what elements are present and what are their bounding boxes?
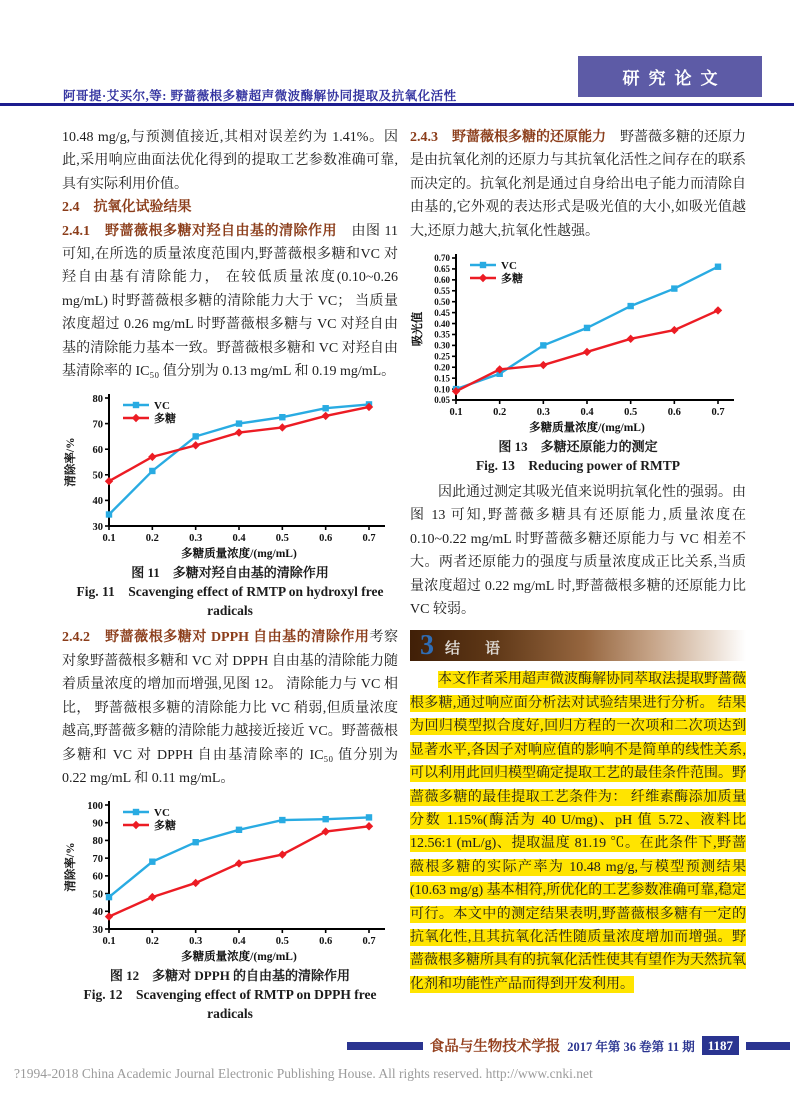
section-3-number: 3 <box>420 629 434 661</box>
page-number-badge: 1187 <box>702 1036 739 1055</box>
svg-text:40: 40 <box>92 907 103 919</box>
paragraph-reducing-power: 因此通过测定其吸光值来说明抗氧化性的强弱。由图 13 可知,野蔷薇多糖具有还原能力,质量浓度在 0.10~0.22 mg/mL 时野蔷薇多糖还原能力与 VC 相差不大。两者还原能力的强度与质量浓度成正比关系,当质量浓度超过 0.22 mg/mL 时,野蔷薇根多糖的还原能力比 VC 较弱。 <box>410 485 746 618</box>
svg-text:0.10: 0.10 <box>434 384 450 395</box>
svg-text:清除率/%: 清除率/% <box>65 842 77 892</box>
paragraph-2-4-2 <box>62 626 398 790</box>
svg-text:0.70: 0.70 <box>434 253 450 264</box>
svg-text:0.2: 0.2 <box>493 407 507 419</box>
svg-text:0.7: 0.7 <box>362 936 376 948</box>
svg-text:多糖质量浓度/(mg/mL): 多糖质量浓度/(mg/mL) <box>181 548 297 561</box>
svg-text:0.3: 0.3 <box>536 407 550 419</box>
svg-text:0.1: 0.1 <box>102 936 116 948</box>
svg-text:0.3: 0.3 <box>189 936 203 948</box>
svg-text:0.55: 0.55 <box>434 286 450 297</box>
svg-text:0.60: 0.60 <box>434 275 450 286</box>
svg-text:0.25: 0.25 <box>434 351 450 362</box>
svg-text:0.50: 0.50 <box>434 296 450 307</box>
svg-text:0.6: 0.6 <box>319 533 333 545</box>
svg-text:0.1: 0.1 <box>102 533 116 545</box>
paragraph-2-4-1-text: 由图 11 可知,在所选的质量浓度范围内,野蔷薇根多糖和VC 对羟自由基有清除能力， 在较低质量浓度(0.10~0.26 mg/mL) 时野蔷薇根多糖的清除能力大于 VC； 当质量浓度超过 0.26 mg/mL 时野蔷薇根多糖与 VC 对羟自由基的清除能力基本一致。野蔷薇根多糖和 VC 对羟自由基清除率的 IC₅₀ 值分别为 0.13 mg/mL 和 0.19 mg/mL。 <box>62 223 398 380</box>
svg-text:50: 50 <box>92 889 103 901</box>
footer-rule-left <box>347 1042 423 1050</box>
figure-13-caption-en: Fig. 13 Reducing power of RMTP <box>475 458 681 474</box>
section-heading-2-4-3: 2.4.3 野蔷薇根多糖的还原能力 <box>410 130 606 145</box>
right-column <box>410 126 746 1029</box>
svg-text:0.6: 0.6 <box>667 407 681 419</box>
svg-text:90: 90 <box>92 818 103 830</box>
svg-text:VC: VC <box>501 260 517 273</box>
article-type-label: 研究论文 <box>622 69 727 88</box>
paragraph-yield-result: 10.48 mg/g,与预测值接近,其相对误差约为 1.41%。因此,采用响应曲面法优化得到的提取工艺参数准确可靠,具有实际利用价值。 <box>62 130 398 192</box>
svg-text:0.4: 0.4 <box>232 533 246 545</box>
svg-text:70: 70 <box>92 854 103 866</box>
figure-12-line-chart <box>62 795 398 963</box>
copyright-line: ?1994-2018 China Academic Journal Electronic Publishing House. All rights reserved. http://www.cnki.net <box>14 1066 593 1081</box>
svg-text:0.05: 0.05 <box>434 395 450 406</box>
svg-text:0.45: 0.45 <box>434 307 450 318</box>
footer-rule-right <box>746 1042 790 1050</box>
figure-12-caption-zh: 图 12 多糖对 DPPH 的自由基的清除作用 <box>109 968 351 984</box>
svg-text:70: 70 <box>92 419 103 431</box>
svg-text:吸光值: 吸光值 <box>412 311 424 347</box>
section-heading-2-4-2: 2.4.2 野蔷薇根多糖对 DPPH 自由基的清除作用 <box>62 630 370 646</box>
svg-text:0.5: 0.5 <box>624 407 638 419</box>
svg-text:多糖: 多糖 <box>154 413 176 426</box>
svg-text:0.4: 0.4 <box>232 936 246 948</box>
svg-text:60: 60 <box>92 871 103 883</box>
svg-text:80: 80 <box>92 394 103 406</box>
svg-text:多糖质量浓度/(mg/mL): 多糖质量浓度/(mg/mL) <box>181 951 297 964</box>
svg-text:多糖: 多糖 <box>501 273 523 286</box>
article-type-badge <box>578 56 762 97</box>
svg-text:40: 40 <box>92 496 103 508</box>
svg-text:0.6: 0.6 <box>319 936 333 948</box>
two-column-body <box>62 126 746 1029</box>
svg-text:0.40: 0.40 <box>434 318 450 329</box>
conclusion-highlighted-text: 本文作者采用超声微波酶解协同萃取法提取野蔷薇根多糖,通过响应面分析法对试验结果进行分析。 结果为回归模型拟合度好,回归方程的一次项和二次项达到显著水平,各因子对响应值的影响不是简单的线性关系,可以利用此回归模型确定提取工艺的最佳条件范围。野蔷薇多糖的最佳提取工艺条件为： 纤维素酶添加质量分数 1.15%(酶活为 40 U/mg)、pH 值 5.72、液料比 12.56:1 (mL/g)、提取温度 81.19 ℃。在此条件下,野蔷薇根多糖的实际产率为 10.48 mg/g,与模型预测结果(10.63 mg/g) 基本相符,所优化的工艺参数准确可靠,稳定可行。本文中的测定结果表明,野蔷薇根多糖有一定的抗氧化性,且其抗氧化活性随质量浓度增加而增强。野蔷薇根多糖所具有的抗氧化活性使其有望作为天然抗氧化剂和功能性产品而得到开发利用。 <box>410 672 746 992</box>
figure-11-caption-zh: 图 11 多糖对羟自由基的清除作用 <box>131 565 329 581</box>
journal-issue: 2017 年第 36 卷第 11 期 <box>567 1039 695 1054</box>
svg-text:0.7: 0.7 <box>362 533 376 545</box>
paragraph-2-4-3-text: 野蔷薇多糖的还原力是由抗氧化剂的还原力与其抗氧化活性之间存在的联系而决定的。抗氧化剂是通过自身给出电子能力而清除自由基的,它外观的表达形式是吸光值的大小,如吸光值越大,还原力越大,抗氧化性越强。 <box>410 130 746 239</box>
svg-text:0.5: 0.5 <box>275 936 289 948</box>
svg-text:0.3: 0.3 <box>189 533 203 545</box>
svg-text:0.7: 0.7 <box>711 407 725 419</box>
svg-text:60: 60 <box>92 445 103 457</box>
svg-text:0.2: 0.2 <box>145 533 159 545</box>
paragraph-2-4-1 <box>62 220 398 384</box>
figure-13-caption-zh: 图 13 多糖还原能力的测定 <box>498 439 658 455</box>
journal-footer <box>347 1035 790 1056</box>
svg-text:VC: VC <box>154 807 170 820</box>
svg-text:VC: VC <box>154 400 170 413</box>
svg-text:多糖质量浓度/(mg/mL): 多糖质量浓度/(mg/mL) <box>529 422 645 435</box>
svg-text:0.30: 0.30 <box>434 340 450 351</box>
figure-11-line-chart <box>62 388 398 560</box>
figure-11-caption-en: Fig. 11 Scavenging effect of RMTP on hydroxyl free radicals <box>76 584 384 619</box>
header-rule <box>0 103 794 106</box>
section-3-title: 结 语 <box>445 641 506 658</box>
paragraph-2-4-3 <box>410 126 746 243</box>
paragraph-2-4-2-text: 考察对象野蔷薇根多糖和 VC 对 DPPH 自由基的清除能力随着质量浓度的增加而增强,见图 12。 清除能力与 VC 相比， 野蔷薇根多糖的清除能力比 VC 稍弱,但质量浓度越高,野蔷薇多糖的清除能力越接近接近 VC。野蔷薇根多糖和 VC 对 DPPH 自由基清除率的 IC₅₀ 值分别为 0.22 mg/mL 和 0.11 mg/mL。 <box>62 630 398 786</box>
svg-text:0.4: 0.4 <box>580 407 594 419</box>
svg-text:30: 30 <box>92 522 103 534</box>
figure-12-caption-en: Fig. 12 Scavenging effect of RMTP on DPPH free radicals <box>83 987 377 1022</box>
section-3-banner <box>410 630 746 661</box>
svg-text:50: 50 <box>92 471 103 483</box>
svg-text:0.1: 0.1 <box>449 407 463 419</box>
figure-13-line-chart <box>410 248 746 434</box>
left-column <box>62 126 398 1029</box>
svg-text:0.2: 0.2 <box>145 936 159 948</box>
svg-text:100: 100 <box>87 801 103 813</box>
section-heading-2-4-1: 2.4.1 野蔷薇根多糖对羟自由基的清除作用 <box>62 223 338 239</box>
svg-text:清除率/%: 清除率/% <box>65 437 77 488</box>
svg-text:0.5: 0.5 <box>275 533 289 545</box>
svg-text:0.20: 0.20 <box>434 362 450 373</box>
conclusion-paragraph <box>410 668 746 996</box>
svg-text:0.65: 0.65 <box>434 264 450 275</box>
journal-name: 食品与生物技术学报 <box>429 1039 561 1055</box>
svg-text:30: 30 <box>92 925 103 937</box>
svg-text:0.15: 0.15 <box>434 373 450 384</box>
svg-text:多糖: 多糖 <box>154 820 176 833</box>
running-title: 阿哥提·艾买尔,等: 野蔷薇根多糖超声微波酶解协同提取及抗氧化活性 <box>63 89 457 103</box>
svg-text:0.35: 0.35 <box>434 329 450 340</box>
svg-text:80: 80 <box>92 836 103 848</box>
section-heading-2-4: 2.4 抗氧化试验结果 <box>62 200 192 216</box>
